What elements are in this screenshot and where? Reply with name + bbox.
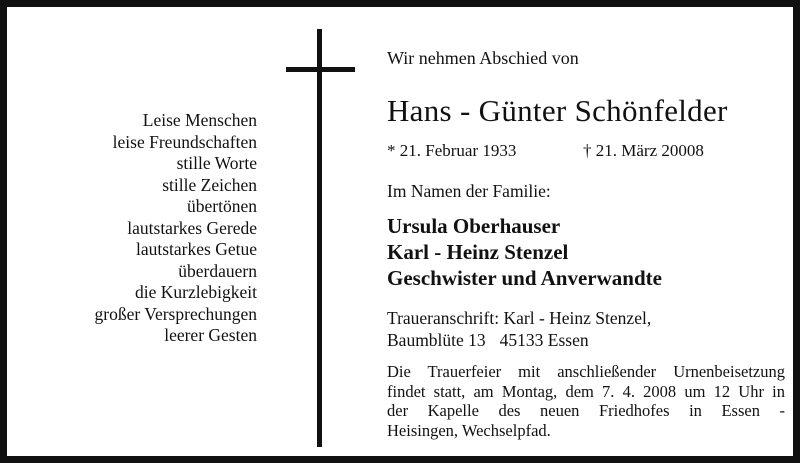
ceremony-line: findet statt, am Montag, dem 7. 4. 2008 um 12 Uhr in [387, 381, 785, 401]
poem-line: lautstarkes Gerede [127, 217, 257, 238]
death-date: † 21. März 20008 [583, 141, 704, 160]
poem-line: stille Worte [176, 153, 257, 173]
address-city: 45133 Essen [499, 330, 589, 350]
poem-line: stille Zeichen [162, 174, 257, 195]
mourning-address [387, 307, 651, 351]
family-intro: Im Namen der Familie: [387, 181, 551, 201]
farewell-intro: Wir nehmen Abschied von [387, 48, 579, 68]
cross-horizontal-bar [286, 67, 355, 72]
family-member: Geschwister und Anverwandte [387, 266, 662, 290]
poem-line: überdauern [178, 260, 257, 281]
address-line [387, 329, 651, 351]
family-names [387, 213, 662, 291]
poem-line: großer Versprechungen [94, 303, 257, 324]
poem-line: die Kurzlebigkeit [135, 282, 257, 302]
poem-line: übertönen [187, 196, 257, 216]
address-street: Baumblüte 13 [387, 330, 486, 350]
family-member: Ursula Oberhauser [387, 214, 561, 238]
family-member: Karl - Heinz Stenzel [387, 240, 569, 264]
deceased-name: Hans - Günter Schönfelder [387, 93, 728, 128]
poem [95, 110, 257, 347]
poem-line: Leise Menschen [142, 110, 257, 130]
ceremony-line: Heisingen, Wechselpfad. [387, 420, 551, 440]
poem-line: lautstarkes Getue [136, 239, 257, 259]
ceremony-line: Die Trauerfeier mit anschließender Urnenbeisetzung [387, 362, 785, 381]
poem-line: leise Freundschaften [112, 131, 257, 152]
ceremony-details [387, 362, 785, 440]
ceremony-line: der Kapelle des neuen Friedhofes in Essen - [387, 401, 785, 420]
birth-date: * 21. Februar 1933 [387, 141, 517, 160]
address-line: Traueranschrift: Karl - Heinz Stenzel, [387, 308, 652, 328]
life-dates [387, 141, 704, 161]
cross-vertical-bar [317, 29, 322, 447]
poem-line: leerer Gesten [164, 325, 257, 345]
